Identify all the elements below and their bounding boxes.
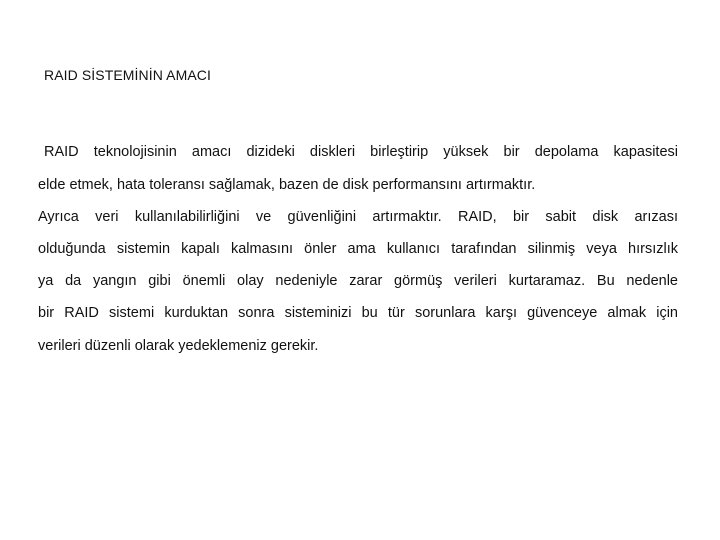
body-line: verileri düzenli olarak yedeklemeniz gerekir. [38, 338, 319, 354]
body-line: ya da yangın gibi önemli olay nedeniyle zarar görmüş verileri kurtaramaz. Bu nedenle [38, 273, 678, 289]
body-line: elde etmek, hata toleransı sağlamak, bazen de disk performansını artırmaktır. [38, 177, 536, 193]
body-line: RAID teknolojisinin amacı dizideki diskleri birleştirip yüksek bir depolama kapasitesi [44, 144, 678, 160]
body-line: Ayrıca veri kullanılabilirliğini ve güvenliğini artırmaktır. RAID, bir sabit disk arızası [38, 209, 678, 225]
slide-title: RAID SİSTEMİNİN AMACI [44, 67, 212, 83]
body-line: bir RAID sistemi kurduktan sonra sisteminizi bu tür sorunlara karşı güvenceye almak için [38, 305, 678, 321]
body-line: olduğunda sistemin kapalı kalmasını önler ama kullanıcı tarafından silinmiş veya hırsızlık [38, 241, 678, 257]
